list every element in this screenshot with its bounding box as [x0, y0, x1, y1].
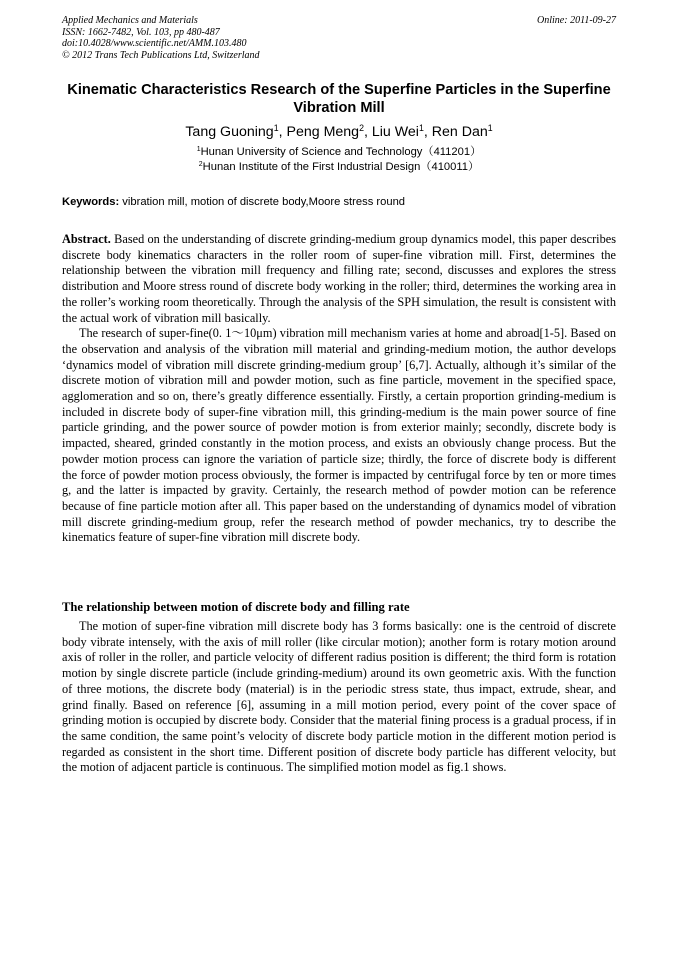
author-affiliation-mark: 1: [273, 123, 279, 134]
journal-copyright: © 2012 Trans Tech Publications Ltd, Switzerland: [62, 49, 260, 61]
author-affiliation-mark: 1: [487, 123, 493, 134]
abstract-section: [62, 232, 616, 546]
affiliation-mark: 1: [196, 146, 201, 154]
keywords-text: vibration mill, motion of discrete body,Moore stress round: [119, 196, 406, 208]
author-name: Peng Meng: [286, 124, 360, 140]
affiliation-1: [62, 145, 616, 159]
author-affiliation-mark: 1: [418, 123, 424, 134]
paper-title: Kinematic Characteristics Research of the Superfine Particles in the Superfine Vibration Mill: [67, 82, 611, 116]
abstract-paragraph: [62, 232, 616, 326]
author-separator: ,: [423, 124, 432, 140]
author-name: Ren Dan: [431, 124, 488, 140]
affiliation-text: Hunan Institute of the First Industrial Design（410011）: [202, 161, 480, 173]
journal-info: [62, 15, 616, 61]
author-separator: ,: [363, 124, 372, 140]
section-body: [62, 619, 616, 776]
author-list: [62, 123, 616, 142]
keywords-label: Keywords:: [62, 196, 120, 208]
section-paragraph: The motion of super-fine vibration mill discrete body has 3 forms basically: one is the centroid of discrete body vibrate intensely, with the axis of mill roller (like circular motion); another form is rotary motion around axis of roller in the roller, and particle velocity of different radius position is different; the third form is rotation motion by single discrete particle (include grinding-medium) around its own geometric axis. With the function of three motions, the discrete body (material) is in the periodic stress state, thus impact, extrude, shear, and grind finally. Based on reference [6], assuming in a mill motion period, every point of the cover space of grinding motion is occupied by discrete body. Consider that the material fining process is a gradual process, if in the same condition, the same point’s velocity of discrete body particle motion in the different motion period is regarded as consistent in the short time. Different position of discrete body particle has different velocity, but the motion of adjacent particle is continuous. The simplified motion model as fig.1 shows.: [62, 619, 616, 775]
journal-header: [62, 15, 616, 61]
keywords: [62, 195, 616, 209]
abstract-text: Based on the understanding of discrete grinding-medium group dynamics model, this paper describes discrete body kinematics characters in the roller room of super-fine vibration mill. First, determines the relationship between the vibration mill frequency and filling rate; second, discusses and explores the stress distribution and Moore stress round of discrete body working in the roller; third, determines the working area in the roller’s working room theoretically. Through the analysis of the SPH simulation, the result is consistent with the actual work of vibration mill basically.: [62, 232, 616, 325]
journal-name: Applied Mechanics and Materials: [62, 15, 198, 26]
affiliation-mark: 2: [198, 161, 203, 169]
affiliation-2: [62, 160, 616, 174]
intro-paragraph: The research of super-fine(0. 1～10μm) vibration mill mechanism varies at home and abroad[1-5]. Based on the observation and analysis of the vibration mill material and grinding-medium motion, the author develops ‘dynamics model of vibration mill discrete grinding-medium group’ [6,7]. Actually, although it’s similar of the discrete motion of vibration mill and powder motion, such as fine particle, movement in the specified space, agglomeration and so on, there’s greatly difference essentially. Firstly, a certain proportion grinding-medium is included in discrete body of super-fine vibration mill, this grinding-medium is the main power source of fine particle grinding, and the power source of powder motion is from exterior mainly; secondly, discrete body is impacted, sheared, grinded constantly in the motion process, and exists an obviously change process. But the powder motion process can ignore the variation of particle size; thirdly, the force of discrete body is different the force of powder motion process obviously, the former is impacted by centrifugal force by ten or more times g, and the latter is impacted by gravity. Certainly, the research method of powder motion can be reference because of fine particle motion after all. This paper based on the understanding of dynamics model of vibration mill discrete grinding-medium group, refer the research method of powder mechanics, try to describe the kinematics feature of super-fine vibration mill discrete body.: [62, 326, 616, 545]
online-date: Online: 2011-09-27: [537, 15, 616, 26]
section-heading: The relationship between motion of discrete body and filling rate: [62, 600, 410, 614]
abstract-label: Abstract.: [62, 232, 111, 246]
author-name: Liu Wei: [371, 124, 419, 140]
affiliation-text: Hunan University of Science and Technology（411201）: [200, 146, 482, 158]
author-name: Tang Guoning: [185, 124, 274, 140]
journal-issn: ISSN: 1662-7482, Vol. 103, pp 480-487: [62, 26, 220, 38]
author-affiliation-mark: 2: [359, 123, 364, 134]
journal-doi: doi:10.4028/www.scientific.net/AMM.103.480: [62, 38, 247, 49]
author-separator: ,: [278, 124, 287, 140]
